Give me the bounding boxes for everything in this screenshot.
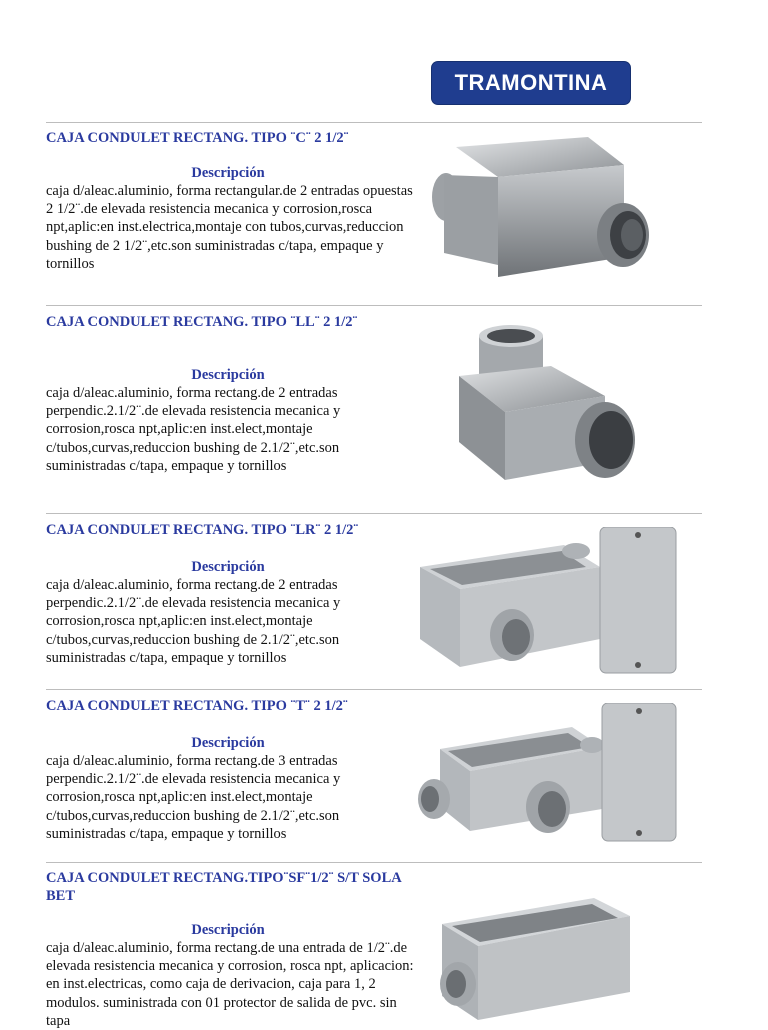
tramontina-logo	[432, 62, 630, 104]
product-description: caja d/aleac.aluminio, forma rectangular.de 2 entradas opuestas 2 1/2¨.de elevada resistencia mecanica y corrosion,rosca npt,aplic:en inst.electrica,montaje con tubos,curvas,reduccion bushing de 2 1/2¨,etc.son suministradas c/tapa, empaque y tornillos	[46, 183, 413, 272]
description-label: Descripción	[191, 367, 265, 383]
product-title: CAJA CONDULET RECTANG.TIPO¨SF¨1/2¨ S/T SOLA BET	[46, 870, 401, 904]
section-divider	[46, 122, 702, 123]
section-divider	[46, 862, 702, 863]
logo-text: TRAMONTINA	[454, 70, 608, 95]
product-description: caja d/aleac.aluminio, forma rectang.de una entrada de 1/2¨.de elevada resistencia mecanica y corrosion, rosca npt, aplicacion: en inst.electricas, como caja de derivacion, caja para 1, 2 modulos. suministrada con 01 protector de salida de pvc. sin tapa	[46, 940, 414, 1029]
description-label: Descripción	[191, 922, 265, 938]
product-description: caja d/aleac.aluminio, forma rectang.de 3 entradas perpendic.2.1/2¨.de elevada resistencia mecanica y corrosion,rosca npt,aplic:en inst.elect,montaje c/tubos,curvas,reduccion bushing de 2.1/2¨,etc.son suministradas c/tapa, empaque y tornillos	[46, 753, 341, 842]
description-label: Descripción	[191, 735, 265, 751]
section-divider	[46, 305, 702, 306]
product-title: CAJA CONDULET RECTANG. TIPO ¨C¨ 2 1/2¨	[46, 130, 349, 146]
condulet-lr-image	[416, 527, 680, 675]
product-description: caja d/aleac.aluminio, forma rectang.de 2 entradas perpendic.2.1/2¨.de elevada resistencia mecanica y corrosion,rosca npt,aplic:en inst.elect,montaje c/tubos,curvas,reduccion bushing de 2.1/2¨,etc.son suministradas c/tapa, empaque y tornillos	[46, 577, 341, 666]
description-label: Descripción	[191, 165, 265, 181]
condulet-ll-image	[455, 322, 645, 490]
product-title: CAJA CONDULET RECTANG. TIPO ¨LL¨ 2 1/2¨	[46, 314, 358, 330]
product-title: CAJA CONDULET RECTANG. TIPO ¨T¨ 2 1/2¨	[46, 698, 348, 714]
condulet-c-image	[428, 135, 660, 295]
product-description: caja d/aleac.aluminio, forma rectang.de 2 entradas perpendic.2.1/2¨.de elevada resistencia mecanica y corrosion,rosca npt,aplic:en inst.elect,montaje c/tubos,curvas,reduccion bushing de 2.1/2¨,etc.son suministradas c/tapa, empaque y tornillos	[46, 385, 341, 474]
section-divider	[46, 689, 702, 690]
product-title: CAJA CONDULET RECTANG. TIPO ¨LR¨ 2 1/2¨	[46, 522, 359, 538]
condulet-t-image	[416, 703, 680, 845]
description-label: Descripción	[191, 559, 265, 575]
section-divider	[46, 513, 702, 514]
condulet-sf-image	[434, 888, 634, 1020]
